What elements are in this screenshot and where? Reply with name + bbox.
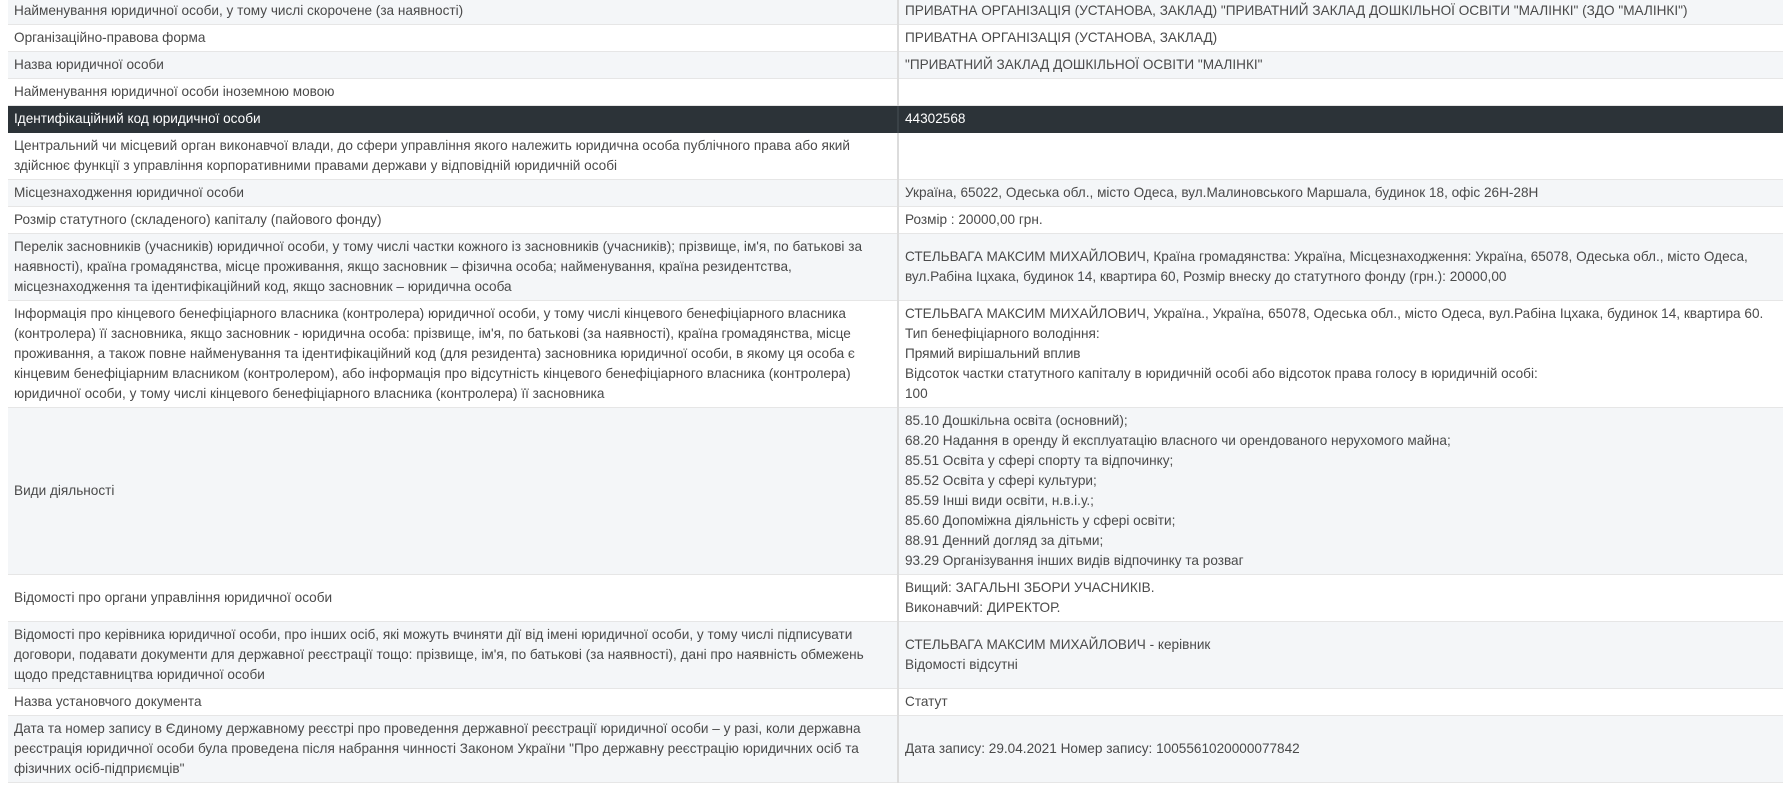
value-line: 44302568	[905, 111, 966, 126]
field-label: Види діяльності	[8, 408, 898, 575]
value-line: Відомості відсутні	[905, 657, 1018, 672]
field-label: Відомості про керівника юридичної особи, про інших осіб, які можуть вчиняти дії від імені юридичної особи, у тому числі підписувати договори, подавати документи для державної реєстрації тощо: прізвище, ім'я, по батькові (за наявності), дані про наявність обмежень щодо представництва юридичної особи	[8, 622, 898, 689]
field-label: Найменування юридичної особи іноземною мовою	[8, 79, 898, 106]
field-value	[898, 622, 1783, 689]
value-line: 85.51 Освіта у сфері спорту та відпочинку;	[905, 453, 1174, 468]
field-value	[898, 52, 1783, 79]
value-line: Відсоток частки статутного капіталу в юридичній особі або відсоток права голосу в юридичній особі:	[905, 366, 1538, 381]
table-row	[8, 234, 1783, 301]
value-line: СТЕЛЬВАГА МАКСИМ МИХАЙЛОВИЧ, Україна., Україна, 65078, Одеська обл., місто Одеса, вул.Рабіна Іцхака, будинок 14, квартира 60.	[905, 306, 1764, 321]
table-row	[8, 716, 1783, 783]
field-value	[898, 234, 1783, 301]
value-line: "ПРИВАТНИЙ ЗАКЛАД ДОШКІЛЬНОЇ ОСВІТИ "МАЛІНКІ"	[905, 57, 1263, 72]
field-label: Розмір статутного (складеного) капіталу (пайового фонду)	[8, 207, 898, 234]
table-row	[8, 301, 1783, 408]
registry-table-body	[8, 0, 1783, 783]
table-row	[8, 408, 1783, 575]
table-row	[8, 106, 1783, 133]
value-line: Виконавчий: ДИРЕКТОР.	[905, 600, 1061, 615]
table-row	[8, 180, 1783, 207]
table-row	[8, 79, 1783, 106]
value-line: Прямий вирішальний вплив	[905, 346, 1081, 361]
field-value	[898, 408, 1783, 575]
field-label: Інформація про кінцевого бенефіціарного власника (контролера) юридичної особи, у тому числі кінцевого бенефіціарного власника (контролера) її засновника, якщо засновник - юридична особа: прізвище, ім'я, по батькові (за наявності), країна громадянства, місце проживання, а також повне найменування та ідентифікаційний код (для резидента) засновника юридичної особи, в якому ця особа є кінцевим бенефіціарним власником (контролером), або інформація про відсутність кінцевого бенефіціарного власника (контролера) юридичної особи, у тому числі кінцевого бенефіціарного власника (контролера) її засновника	[8, 301, 898, 408]
field-label: Перелік засновників (учасників) юридичної особи, у тому числі частки кожного із засновників (учасників); прізвище, ім'я, по батькові за наявності), країна громадянства, місце проживання, якщо засновник – фізична особа; найменування, країна резидентства, місцезнаходження та ідентифікаційний код, якщо засновник – юридична особа	[8, 234, 898, 301]
field-value	[898, 716, 1783, 783]
value-line: СТЕЛЬВАГА МАКСИМ МИХАЙЛОВИЧ - керівник	[905, 637, 1211, 652]
value-line: 88.91 Денний догляд за дітьми;	[905, 533, 1104, 548]
value-line: СТЕЛЬВАГА МАКСИМ МИХАЙЛОВИЧ, Країна громадянства: Україна, Місцезнаходження: Україна, 65078, Одеська обл., місто Одеса, вул.Рабіна Іцхака, будинок 14, квартира 60, Розмір внеску до статутного фонду (грн.): 20000,00	[905, 249, 1748, 284]
field-value	[898, 0, 1783, 25]
value-line: 85.10 Дошкільна освіта (основний);	[905, 413, 1128, 428]
value-line: 85.52 Освіта у сфері культури;	[905, 473, 1097, 488]
field-value	[898, 180, 1783, 207]
value-line: Розмір : 20000,00 грн.	[905, 212, 1043, 227]
field-label: Дата та номер запису в Єдиному державному реєстрі про проведення державної реєстрації юридичної особи – у разі, коли державна реєстрація юридичної особи була проведена після набрання чинності Законом України "Про державну реєстрацію юридичних осіб та фізичних осіб-підприємців"	[8, 716, 898, 783]
field-label: Місцезнаходження юридичної особи	[8, 180, 898, 207]
value-line: 100	[905, 386, 928, 401]
value-line: Вищий: ЗАГАЛЬНІ ЗБОРИ УЧАСНИКІВ.	[905, 580, 1155, 595]
value-line: 85.60 Допоміжна діяльність у сфері освіти;	[905, 513, 1176, 528]
table-row	[8, 52, 1783, 79]
field-label: Назва юридичної особи	[8, 52, 898, 79]
field-label: Назва установчого документа	[8, 689, 898, 716]
field-value	[898, 106, 1783, 133]
value-line: Дата запису: 29.04.2021 Номер запису: 1005561020000077842	[905, 741, 1300, 756]
field-label: Організаційно-правова форма	[8, 25, 898, 52]
field-label: Відомості про органи управління юридичної особи	[8, 575, 898, 622]
value-line: 68.20 Надання в оренду й експлуатацію власного чи орендованого нерухомого майна;	[905, 433, 1451, 448]
field-value	[898, 25, 1783, 52]
table-row	[8, 133, 1783, 180]
field-label: Центральний чи місцевий орган виконавчої влади, до сфери управління якого належить юридична особа публічного права або який здійснює функції з управління корпоративними правами держави у відповідній юридичній особі	[8, 133, 898, 180]
field-value	[898, 133, 1783, 180]
value-line: Україна, 65022, Одеська обл., місто Одеса, вул.Малиновського Маршала, будинок 18, офіс 26Н-28Н	[905, 185, 1539, 200]
table-row	[8, 622, 1783, 689]
table-row	[8, 689, 1783, 716]
value-line: ПРИВАТНА ОРГАНІЗАЦІЯ (УСТАНОВА, ЗАКЛАД)	[905, 30, 1218, 45]
field-value	[898, 207, 1783, 234]
table-row	[8, 0, 1783, 25]
field-label: Найменування юридичної особи, у тому числі скорочене (за наявності)	[8, 0, 898, 25]
table-row	[8, 25, 1783, 52]
value-line: Статут	[905, 694, 948, 709]
field-value	[898, 301, 1783, 408]
table-row	[8, 575, 1783, 622]
table-row	[8, 207, 1783, 234]
field-value	[898, 575, 1783, 622]
field-label: Ідентифікаційний код юридичної особи	[8, 106, 898, 133]
field-value	[898, 689, 1783, 716]
value-line: 85.59 Інші види освіти, н.в.і.у.;	[905, 493, 1094, 508]
value-line: Тип бенефіціарного володіння:	[905, 326, 1100, 341]
field-value	[898, 79, 1783, 106]
value-line: ПРИВАТНА ОРГАНІЗАЦІЯ (УСТАНОВА, ЗАКЛАД) "ПРИВАТНИЙ ЗАКЛАД ДОШКІЛЬНОЇ ОСВІТИ "МАЛІНКІ" (ЗДО "МАЛІНКІ")	[905, 3, 1688, 18]
registry-table	[8, 0, 1783, 783]
value-line: 93.29 Організування інших видів відпочинку та розваг	[905, 553, 1244, 568]
